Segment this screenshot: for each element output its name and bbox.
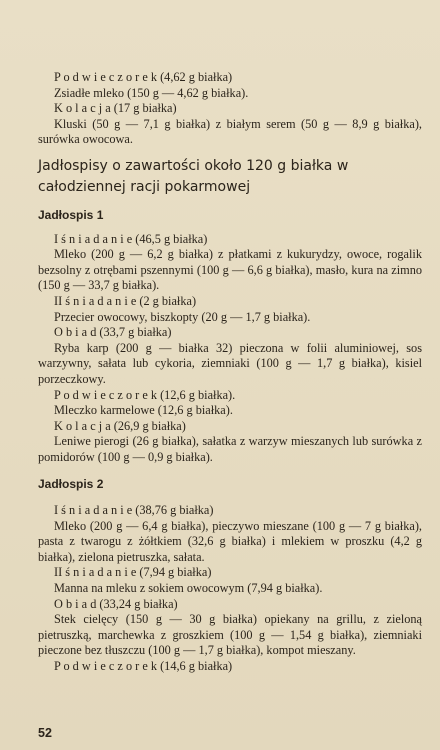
meal-text: Zsiadłe mleko (150 g — 4,62 g białka). bbox=[54, 85, 249, 100]
meal-text: Mleko (200 g — 6,2 g białka) z płatkami z kukurydzy, owoce, rogalik bezsolny z otrębami pszennymi (100 g — 6,6 g białka), masło, kura na zimno (150 g — 33,7 g białka). bbox=[38, 247, 422, 293]
meal-text: Ryba karp (200 g — białka 32) pieczona w folii aluminiowej, sos warzywny, sałata lub cykoria, ziemniaki (100 g — 1,7 g białka), kisiel porzeczkowy. bbox=[38, 340, 422, 386]
meal-heading: I ś n i a d a n i e (46,5 g białka) bbox=[54, 231, 208, 246]
meal-text: Kluski (50 g — 7,1 g białka) z białym serem (50 g — 8,9 g białka), surówka owocowa. bbox=[38, 116, 422, 147]
meal-heading: P o d w i e c z o r e k (14,6 g białka) bbox=[54, 659, 233, 673]
meal-heading: II ś n i a d a n i e (2 g białka) bbox=[54, 293, 197, 308]
plan-title-1: Jadłospis 1 bbox=[38, 207, 104, 222]
meal-heading: O b i a d (33,7 g białka) bbox=[54, 325, 172, 340]
section-heading: Jadłospisy o zawartości około 120 g białka w całodziennej racji pokarmowej bbox=[38, 157, 349, 195]
page-number: 52 bbox=[38, 726, 52, 740]
meal-heading-podwieczorek: P o d w i e c z o r e k (4,62 g białka) bbox=[54, 70, 233, 84]
meal-text: Stek cielęcy (150 g — 30 g białka) opiekany na grillu, z zieloną pietruszką, marchewka z groszkiem (100 g — 1,54 g białka), ziemniaki pieczone bez tłuszczu (100 g — 1,7 g białka), kompot mieszany. bbox=[38, 612, 422, 658]
page-content bbox=[38, 70, 422, 675]
meal-text: Leniwe pierogi (26 g białka), sałatka z warzyw mieszanych lub surówka z pomidorów (100 g — 0,9 g białka). bbox=[38, 434, 422, 464]
plan-title-2: Jadłospis 2 bbox=[38, 477, 104, 492]
meal-heading: II ś n i a d a n i e (7,94 g białka) bbox=[54, 565, 212, 580]
meal-heading: O b i a d (33,24 g białka) bbox=[54, 596, 178, 611]
meal-text: Przecier owocowy, biszkopty (20 g — 1,7 g białka). bbox=[54, 309, 311, 324]
meal-heading: K o l a c j a (26,9 g białka) bbox=[54, 418, 186, 433]
meal-heading-kolacja: K o l a c j a (17 g białka) bbox=[54, 101, 177, 116]
meal-text: Mleczko karmelowe (12,6 g białka). bbox=[54, 403, 233, 418]
meal-heading: P o d w i e c z o r e k (12,6 g białka). bbox=[54, 387, 236, 402]
meal-text: Manna na mleku z sokiem owocowym (7,94 g białka). bbox=[54, 581, 323, 596]
meal-text: Mleko (200 g — 6,4 g białka), pieczywo mieszane (100 g — 7 g białka), pasta z twarogu z żółtkiem (32,6 g białka) i mlekiem w proszku (4,2 g białka), zielona pietruszka, sałata. bbox=[38, 518, 422, 564]
meal-heading: I ś n i a d a n i e (38,76 g białka) bbox=[54, 503, 214, 518]
